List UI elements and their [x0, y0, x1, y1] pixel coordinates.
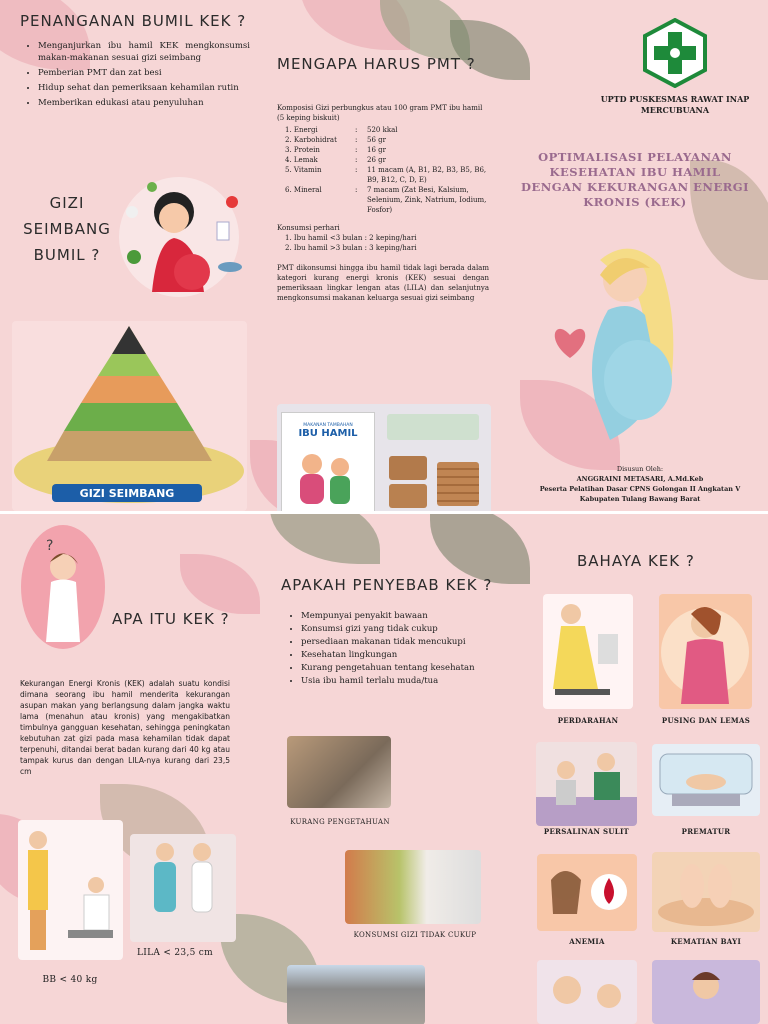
biscuit	[389, 456, 427, 480]
weighing-illustration	[18, 820, 123, 960]
list-item: • Pemberian PMT dan zat besi	[38, 67, 250, 79]
svg-text:?: ?	[46, 538, 54, 554]
mother-child-icon	[282, 439, 372, 509]
danger-label: PERDARAHAN	[557, 716, 619, 725]
danger-image-extra-1	[537, 960, 637, 1024]
lila-illustration	[130, 834, 236, 942]
nutrient-row: 5. Vitamin : 11 macam (A, B1, B2, B3, B5, B6, B9, B12, C, D, E)	[285, 166, 487, 184]
list-item: • Mempunyai penyakit bawaan	[301, 610, 511, 623]
caption-nutrition: KONSUMSI GIZI TIDAK CUKUP	[353, 931, 477, 939]
bb-measure-image	[18, 820, 123, 960]
author-block	[520, 464, 760, 504]
danger-label: KEMATIAN BAYI	[670, 937, 742, 946]
nutrient-row: 3. Protein : 16 gr	[285, 146, 386, 154]
pmt-box-title: IBU HAMIL	[298, 428, 358, 439]
labor-illustration	[536, 742, 637, 826]
bb-label: BB < 40 kg	[42, 975, 98, 985]
pmt-product-image	[277, 404, 491, 512]
list-item: • Usia ibu hamil terlalu muda/tua	[301, 675, 511, 688]
heading-apa-itu-kek: APA ITU KEK ?	[112, 610, 230, 628]
environment-photo	[287, 965, 425, 1024]
panel-pmt	[277, 55, 489, 303]
institution-name: UPTD PUSKESMAS RAWAT INAP MERCUBUANA	[600, 94, 750, 115]
pmt-paragraph: PMT dikonsumsi hingga ibu hamil tidak lagi berada dalam kategori kurang energi kronis (KEK) sesuai dengan pemeriksaan lingkar lengan atas (LILA) dan selanjutnya mengkonsumsi makanan keluarga sesuai gizi seimbang	[277, 264, 489, 302]
danger-image-labor	[536, 742, 637, 826]
nutrient-list	[277, 125, 489, 215]
heading-bahaya: BAHAYA KEK ?	[577, 552, 695, 570]
author-role: Peserta Pelatihan Dasar CPNS Golongan II Angkatan V	[539, 485, 741, 493]
panel-penanganan	[20, 12, 250, 112]
knowledge-photo	[287, 736, 391, 808]
heading-pmt: MENGAPA HARUS PMT ?	[277, 55, 476, 73]
list-item: • Konsumsi gizi yang tidak cukup	[301, 623, 511, 636]
biscuit	[389, 484, 427, 508]
lila-measure-image	[130, 834, 236, 942]
decor-leaf	[430, 514, 530, 584]
bleeding-illustration	[543, 594, 633, 709]
danger-label: PUSING DAN LEMAS	[661, 716, 751, 725]
consumption-item: 1. Ibu hamil <3 bulan : 2 keping/hari	[285, 234, 417, 242]
infant-feet-illustration	[652, 852, 760, 932]
danger-image-infant-death	[652, 852, 760, 932]
food-pyramid-icon	[12, 321, 247, 511]
pregnant-woman-food-illustration	[112, 172, 247, 302]
pyramid-banner-text: GIZI SEIMBANG	[79, 487, 175, 500]
danger-image-dizzy	[659, 594, 752, 709]
nutrient-row: 2. Karbohidrat : 56 gr	[285, 136, 386, 144]
composition-title: Komposisi Gizi perbungkus atau 100 gram PMT ibu hamil (5 keping biskuit)	[277, 104, 483, 122]
lila-label: LILA < 23,5 cm	[137, 948, 213, 958]
list-item: • Hidup sehat dan pemeriksaan kehamilan rutin	[38, 82, 250, 94]
heading-penanganan: PENANGANAN BUMIL KEK ?	[20, 12, 247, 30]
consumption-title: Konsumsi perhari	[277, 224, 340, 232]
danger-label: ANEMIA	[569, 937, 605, 946]
child-illustration	[537, 960, 637, 1024]
gizi-seimbang-title: GIZI SEIMBANG BUMIL ?	[23, 194, 111, 264]
list-item: • Memberikan edukasi atau penyuluhan	[38, 97, 250, 109]
danger-label: PREMATUR	[681, 827, 731, 836]
author-name: ANGGRAINI METASARI, A.Md.Keb	[576, 475, 704, 483]
puskesmas-logo-icon	[643, 18, 707, 88]
nutrient-row: 6. Mineral : 7 macam (Zat Besi, Kalsium, Selenium, Zink, Natrium, Iodium, Fosfor)	[285, 186, 487, 214]
list-item: • persediaan makanan tidak mencukupi	[301, 636, 511, 649]
incubator-illustration	[652, 744, 760, 816]
nutrient-row: 1. Energi : 520 kkal	[285, 126, 398, 134]
brochure-inside	[0, 514, 768, 1024]
danger-image-bleeding	[543, 594, 633, 709]
author-region: Kabupaten Tulang Bawang Barat	[579, 495, 701, 503]
treatment-list	[20, 40, 250, 109]
biscuit-stack	[437, 462, 479, 506]
kek-definition: Kekurangan Energi Kronis (KEK) adalah suatu kondisi dimana seorang ibu hamil menderita kekurangan asupan makan yang berlangsung dalam jangka waktu lama (menahun atau kronis) yang mengakibatkan timbulnya gangguan kesehatan, sehingga peningkatan kebutuhan zat gizi pada masa kehamilan tidak dapat terpenuhi, ditandai berat badan kurang dari 40 kg atau tampak kurus dan dengan LILA-nya kurang dari 23,5 cm	[20, 679, 230, 776]
danger-image-extra-2	[652, 960, 760, 1024]
pmt-box	[281, 412, 375, 512]
heading-penyebab: APAKAH PENYEBAB KEK ?	[281, 576, 493, 594]
list-item: • Kurang pengetahuan tentang kesehatan	[301, 662, 511, 675]
nutrition-photo	[345, 850, 481, 924]
nutrient-row: 4. Lemak : 26 gr	[285, 156, 386, 164]
decor-leaf	[270, 514, 380, 564]
list-item: • Kesehatan lingkungan	[301, 649, 511, 662]
woman-illustration	[652, 960, 760, 1024]
pregnant-woman-illustration	[550, 240, 710, 445]
list-item: • Menganjurkan ibu hamil KEK mengkonsumsi makan-makanan sesuai gizi seimbang	[38, 40, 250, 64]
thinking-woman-illustration	[18, 522, 108, 652]
consumption-item: 2. Ibu hamil >3 bulan : 3 keping/hari	[285, 244, 417, 252]
anemia-illustration	[537, 854, 637, 931]
causes-list	[283, 610, 511, 688]
danger-label: PERSALINAN SULIT	[543, 827, 630, 836]
dizzy-illustration	[659, 594, 752, 709]
biscuit-pack	[387, 414, 479, 440]
caption-knowledge: KURANG PENGETAHUAN	[290, 818, 390, 826]
decor-leaf	[180, 554, 260, 614]
author-label: Disusun Oleh:	[616, 465, 664, 473]
brochure-title: OPTIMALISASI PELAYANAN KESEHATAN IBU HAMIL DENGAN KEKURANGAN ENERGI KRONIS (KEK)	[521, 150, 749, 209]
pmt-box-label: MAKANAN TAMBAHAN	[303, 423, 353, 428]
danger-image-premature	[652, 744, 760, 816]
danger-image-anemia	[537, 854, 637, 931]
food-pyramid-image	[12, 321, 247, 511]
